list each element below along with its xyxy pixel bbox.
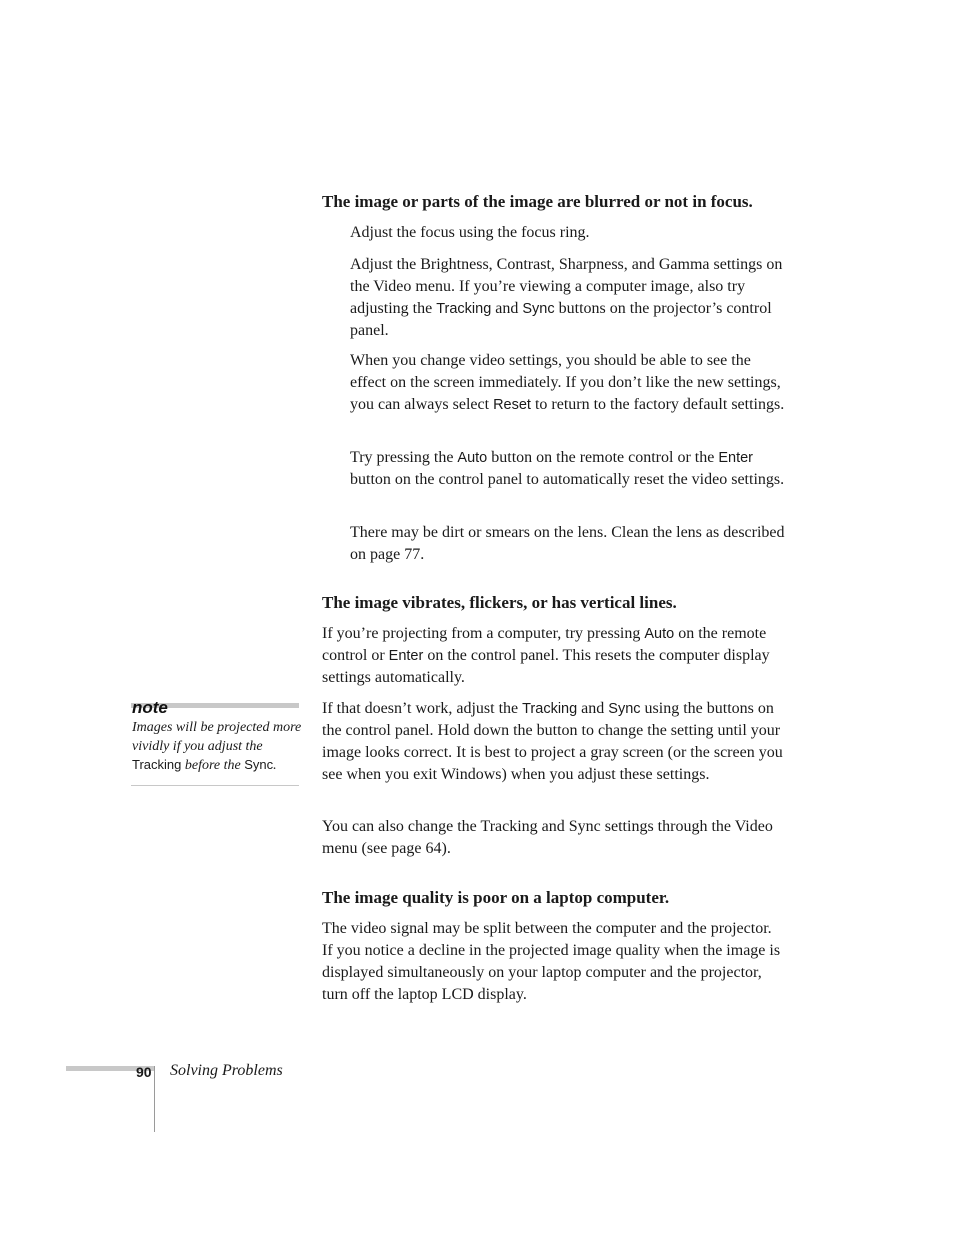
footer-section-title: Solving Problems	[170, 1062, 283, 1079]
text-fragment: Try pressing the	[350, 449, 458, 466]
text-fragment: on the control panel. This resets the computer display settings automatically.	[322, 647, 770, 686]
page-number: 90	[136, 1064, 152, 1080]
text-fragment: Adjust the Brightness, Contrast, Sharpness, and Gamma settings on the Video menu. If you’re viewing a computer image, also try adjusting the	[350, 256, 783, 317]
paragraph-focus-ring: Adjust the focus using the focus ring.	[350, 224, 590, 241]
enter-button-name: Enter	[718, 450, 753, 466]
text-fragment: Images will be projected more vividly if you adjust the	[132, 720, 302, 754]
paragraph-auto-enter	[350, 447, 786, 491]
section-heading-vibrates: The image vibrates, flickers, or has vertical lines.	[322, 593, 677, 612]
text-fragment: button on the remote control or the	[487, 449, 719, 466]
note-bottom-rule	[131, 785, 299, 786]
paragraph-video-settings	[350, 350, 786, 416]
paragraph-video-menu: You can also change the Tracking and Sync settings through the Video menu (see page 64).	[322, 818, 773, 857]
paragraph-adjust-settings	[350, 254, 786, 342]
text-fragment: buttons on the projector’s control panel.	[350, 300, 772, 339]
enter-button-name: Enter	[388, 648, 424, 664]
text-fragment: When you change video settings, you should be able to see the effect on the screen immediately. If you don’t like the new settings, you can always select	[350, 352, 781, 413]
sync-button-name: Sync	[244, 757, 274, 772]
auto-button-name: Auto	[644, 626, 675, 642]
text-fragment: button on the control panel to automatically reset the video settings.	[350, 471, 785, 488]
text-fragment: If that doesn’t work, adjust the	[322, 700, 523, 717]
paragraph-lens-dirt: There may be dirt or smears on the lens. Clean the lens as described on page 77.	[350, 524, 785, 563]
footer-divider	[154, 1066, 155, 1132]
tracking-button-name: Tracking	[522, 701, 578, 717]
section-heading-laptop: The image quality is poor on a laptop computer.	[322, 888, 670, 907]
section-heading-blurred: The image or parts of the image are blurred or not in focus.	[322, 192, 753, 211]
text-fragment: before the	[181, 758, 245, 773]
text-fragment: to return to the factory default settings.	[530, 396, 785, 413]
tracking-button-name: Tracking	[132, 757, 182, 772]
text-fragment: using the buttons on the control panel. Hold down the button to change the setting until your image looks correct. It is best to project a gray screen (or the screen you see when you exit Windows) when you adjust these settings.	[322, 700, 783, 783]
text-fragment: If you’re projecting from a computer, try pressing	[322, 625, 645, 642]
tracking-button-name: Tracking	[436, 301, 492, 317]
sync-button-name: Sync	[608, 701, 641, 717]
note-title: note	[132, 698, 168, 717]
paragraph-auto-remote	[322, 623, 786, 689]
sync-button-name: Sync	[522, 301, 555, 317]
note-text	[132, 719, 302, 776]
text-fragment: on the remote control or	[322, 625, 767, 664]
auto-button-name: Auto	[457, 450, 488, 466]
reset-option-name: Reset	[493, 397, 531, 413]
text-fragment: and	[577, 700, 609, 717]
text-fragment: .	[273, 758, 277, 773]
paragraph-tracking-sync	[322, 698, 786, 786]
text-fragment: and	[491, 300, 523, 317]
paragraph-laptop-lcd: The video signal may be split between the computer and the projector. If you notice a decline in the projected image quality when the image is displayed simultaneously on your laptop computer and the projector, turn off the laptop LCD display.	[322, 920, 781, 1003]
